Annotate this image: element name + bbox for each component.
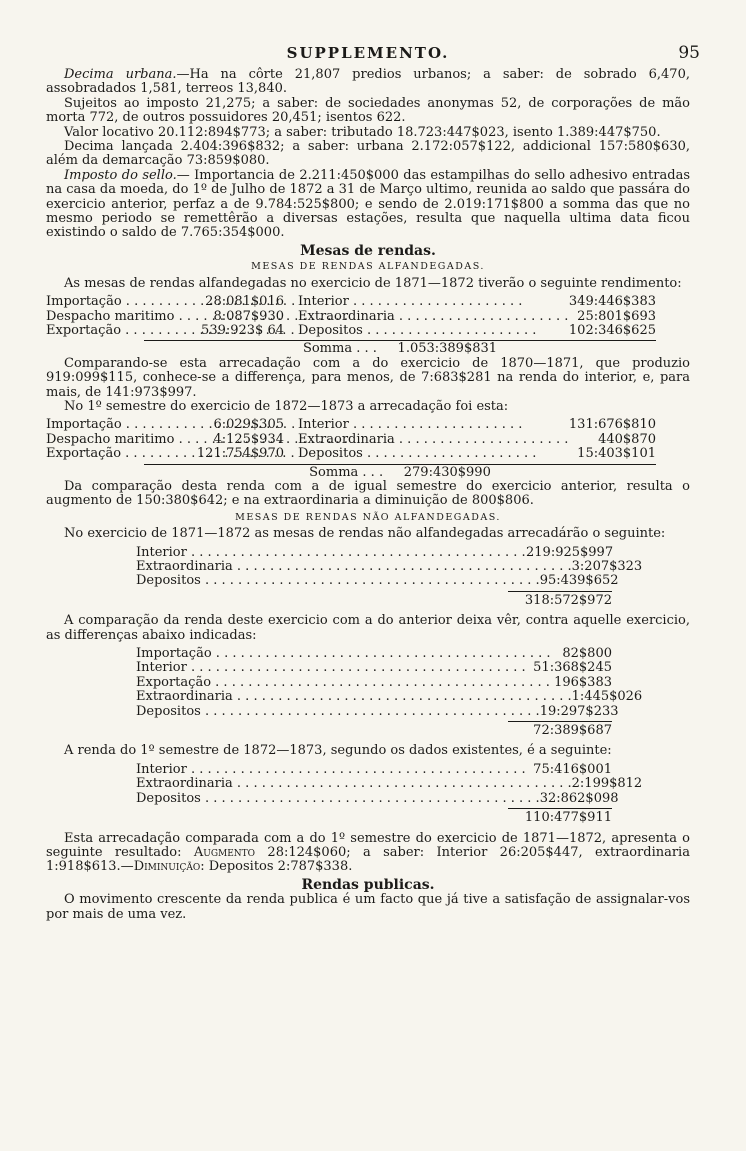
row-value: 102:346$625 [568, 322, 656, 338]
list-total: 318:572$972 [508, 591, 612, 608]
paragraph-sujeitos: Sujeitos ao imposto 21,275; a saber: de sociedades anonymas 52, de corporações de mão morta 772, de outros possuidores 20,451; isentos 622. [46, 95, 690, 126]
augmento-text: 28:124$060; a saber: Interior 26:205$447, extraordinaria 1:918$613.— [46, 844, 690, 875]
list-item [136, 790, 619, 806]
heading-nao-alfandegadas: MESAS DE RENDAS NÃO ALFANDEGADAS. [235, 511, 501, 523]
table-alfandegadas-1871 [46, 295, 690, 357]
row-label: Extraordinaria . . . [290, 433, 500, 447]
total-value: 1.053:389$831 [397, 341, 498, 357]
paragraph-valor-locativo: Valor locativo 20.112:894$773; a saber: tributado 18.723:447$023, isento 1.389:447$750. [64, 124, 661, 140]
item-value: 2:199$812 [571, 776, 643, 792]
row-value: 440$870 [598, 431, 656, 447]
paragraph-decima-lancada: Decima lançada 2.404:396$832; a saber: urbana 2.172:057$122, addicional 157:580$630, além da demarcação 73:859$080. [46, 139, 690, 169]
paragraph-resultado [46, 832, 690, 875]
item-label: Interior . . . [136, 546, 526, 560]
heading-rendas-publicas: Rendas publicas. [301, 876, 435, 893]
row-label: Interior . . . [290, 418, 500, 432]
row-label: Extraordinaria . . . [290, 310, 500, 324]
row-label: Despacho maritimo . . . [46, 310, 138, 324]
item-value: 219:925$997 [526, 544, 614, 560]
item-value: 95:439$652 [539, 573, 619, 589]
list-item [136, 703, 619, 719]
total-value: 279:430$990 [403, 464, 491, 480]
row-value: 25:801$693 [577, 308, 656, 324]
item-value: 32:862$098 [539, 790, 619, 806]
item-value: 3:207$323 [571, 559, 643, 574]
paragraph-nao-alf-1871: No exercicio de 1871—1872 as mesas de rendas não alfandegadas arrecadárão o seguinte: [64, 526, 666, 542]
row-label: Depositos . . . [290, 447, 500, 461]
total-label: Somma [309, 464, 359, 480]
list-nao-alf-1871 [136, 544, 643, 609]
list-item [136, 676, 612, 690]
row-label: Importação . . . [46, 295, 138, 309]
item-label: Extraordinaria . . . [136, 560, 572, 574]
diminuicao-label: Diminuição [133, 859, 201, 875]
item-label: Importação . . . [136, 647, 551, 661]
augmento-label: Augmento [193, 844, 256, 860]
paragraph-augmento: Da comparação desta renda com a de igual semestre do exercicio anterior, resulta o augmento de 150:380$642; e na extraordinaria a diminuição de 800$806. [46, 478, 690, 509]
item-value: 75:416$001 [533, 761, 612, 777]
imposto-sello-lead: Imposto do sello. [64, 167, 177, 183]
row-label: Depositos . . . [290, 324, 500, 338]
row-value: 8:087$930 [213, 308, 284, 324]
paragraph-imposto-sello [46, 169, 690, 241]
item-value: 82$800 [562, 646, 612, 662]
item-label: Interior . . . [136, 763, 526, 777]
table-total: Somma . . . 1.053:389$831 [144, 340, 656, 356]
list-total: 72:389$687 [508, 721, 612, 738]
imposto-sello-text: — Importancia de 2.211:450$000 das estampilhas do sello adhesivo entradas na casa da moeda, do 1º de Julho de 1872 a 31 de Março ultimo, reunida ao saldo que passára do exercicio anterior, perfaz a de 9.784:525$800; e sendo de 2.019:171$800 a somma das que no mesmo periodo se remettêrão a diversas estações, resulta que naquella ultima data ficou existindo o saldo de 7.765:354$000. [46, 167, 690, 241]
page-header [46, 43, 700, 68]
row-label: Despacho maritimo . . . [46, 433, 138, 447]
table-total: Somma . . . 279:430$990 [144, 464, 656, 480]
row-label: Importação . . . [46, 418, 138, 432]
heading-alfandegadas: MESAS DE RENDAS ALFANDEGADAS. [251, 261, 485, 273]
list-item [136, 573, 619, 589]
list-item [136, 689, 643, 705]
row-value: 131:676$810 [568, 417, 656, 433]
item-value: 19:297$233 [539, 703, 619, 719]
paragraph-comparacao-anterior: A comparação da renda deste exercicio com a do anterior deixa vêr, contra aquelle exercicio, as differenças abaixo indicadas: [46, 613, 690, 643]
item-label: Extraordinaria . . . [136, 777, 572, 791]
heading-mesas-de-rendas: Mesas de rendas. [300, 242, 436, 259]
row-value: 121:754$970 [196, 446, 284, 462]
list-differencas [136, 646, 643, 739]
resultado-text: Esta arrecadação comparada com a do 1º semestre do exercicio de 1871—1872, apresenta o seguinte resultado: [46, 830, 690, 860]
list-item [136, 776, 643, 792]
list-item [136, 647, 612, 661]
item-label: Depositos . . . [136, 705, 540, 719]
page-title: SUPPLEMENTO. [286, 44, 450, 62]
list-item [136, 661, 612, 675]
item-label: Depositos . . . [136, 574, 540, 588]
item-label: Interior . . . [136, 661, 526, 675]
row-value: 539:923$ 64 [201, 322, 284, 338]
list-item [136, 559, 643, 574]
item-value: 196$383 [554, 674, 612, 690]
paragraph-rendas-publicas: O movimento crescente da renda publica é um facto que já tive a satisfação de assignalar-vos por mais de uma vez. [46, 892, 690, 922]
paragraph-decima-urbana [46, 68, 690, 97]
paragraph-comparacao-1870: Comparando-se esta arrecadação com a do exercicio de 1870—1871, que produzio 919:099$115, conhece-se a differença, para menos, de 7:683$281 na renda do interior, e, para mais, de 141:973$997. [46, 355, 690, 400]
row-value: 4:125$934 [213, 431, 284, 447]
total-label: Somma [302, 341, 353, 357]
row-label: Exportação . . . [46, 324, 138, 338]
paragraph-semestre-1872: No 1º semestre do exercicio de 1872—1873 a arrecadação foi esta: [64, 398, 509, 414]
item-label: Exportação . . . [136, 676, 550, 690]
row-value: 349:446$383 [568, 294, 656, 310]
row-value: 6:029$305 [213, 417, 284, 433]
decima-urbana-lead: Decima urbana. [64, 67, 177, 82]
paragraph-rendimento-1871: As mesas de rendas alfandegadas no exercicio de 1871—1872 tiverão o seguinte rendimento: [64, 275, 682, 291]
paragraph-semestre-nao-alf: A renda do 1º semestre de 1872—1873, segundo os dados existentes, é a seguinte: [64, 743, 612, 759]
row-value: 15:403$101 [577, 446, 656, 462]
list-item [136, 763, 612, 777]
diminuicao-text: : Depositos 2:787$338. [200, 859, 353, 875]
list-item [136, 546, 612, 560]
item-label: Depositos . . . [136, 792, 540, 806]
page-number: 95 [678, 43, 700, 63]
row-label: Interior . . . [290, 295, 500, 309]
list-total: 110:477$911 [508, 808, 612, 825]
document-page [46, 43, 700, 922]
item-value: 51:368$245 [533, 660, 612, 676]
row-label: Exportação . . . [46, 447, 138, 461]
item-value: 1:445$026 [571, 689, 643, 705]
table-alfandegadas-semestre [46, 418, 690, 480]
row-value: 28:081$016 [205, 294, 284, 310]
item-label: Extraordinaria . . . [136, 690, 572, 704]
decima-urbana-text: —Ha na côrte 21,807 predios urbanos; a saber: de sobrado 6,470, assobradados 1,581, terreos 13,840. [46, 67, 690, 97]
list-semestre-nao-alf [136, 761, 643, 826]
